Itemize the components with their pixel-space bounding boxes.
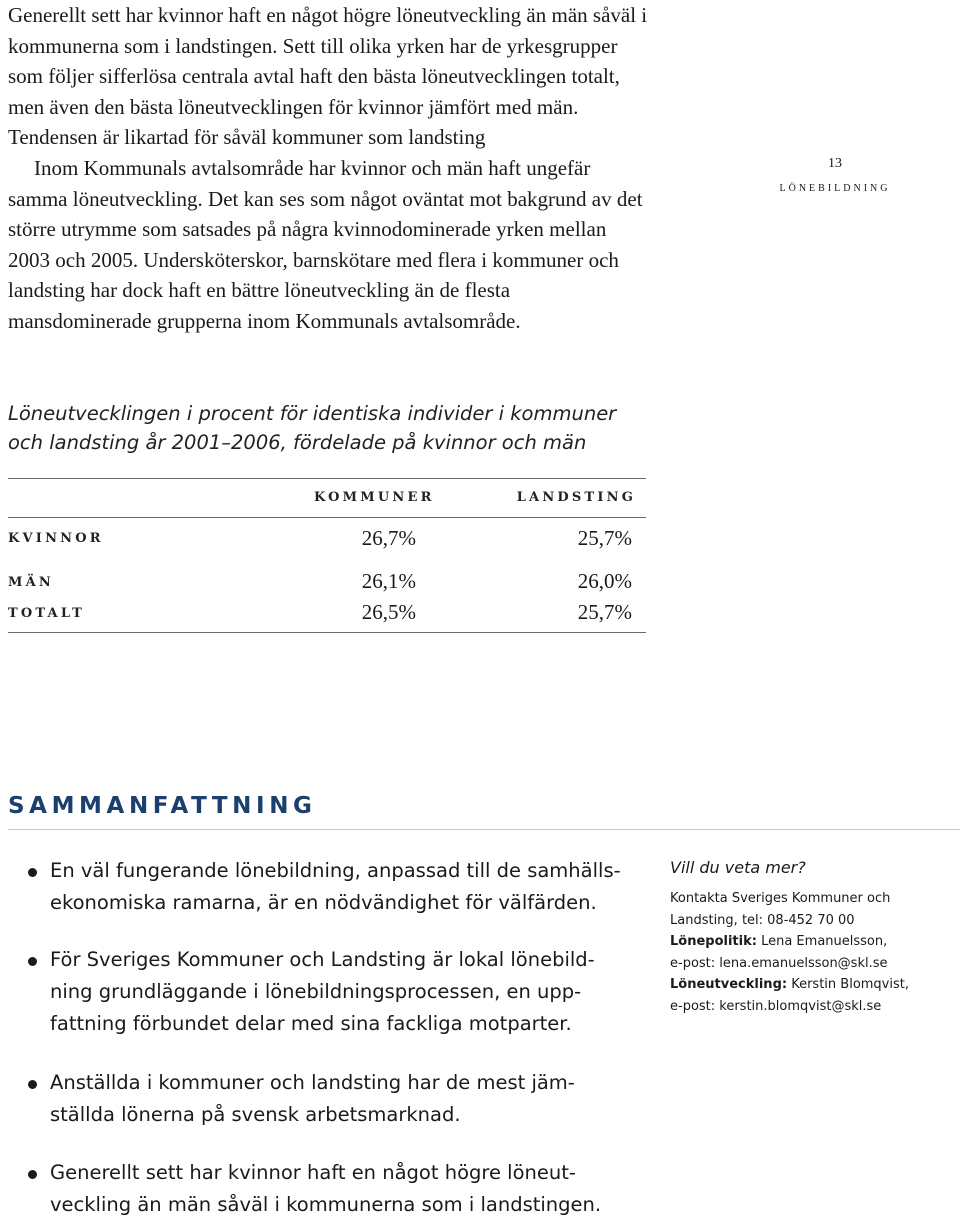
paragraph: Inom Kommunals avtalsområde har kvinnor och män haft ungefär samma löneutveckling. Det kan ses som något oväntat mot bakgrund av det större utrymme som satsades på några kvinnodominerade yrken mellan 2003 och 2005. Undersköterskor, barnskötare med flera i kommuner och landsting har dock haft en bättre löneutveckling än de flesta mansdominerade grupperna inom Kommunals avtalsområde. [8, 155, 643, 333]
table-header-row [8, 479, 646, 517]
contact-name: Lena Emanuelsson, [756, 934, 888, 949]
bullet-icon [28, 1170, 37, 1179]
list-item [28, 1067, 628, 1131]
column-header: LANDSTING [516, 490, 636, 505]
table-cell: 26,0% [577, 569, 632, 593]
contact-info-box [670, 857, 955, 1017]
info-contact-policy [670, 931, 955, 953]
list-item [28, 944, 628, 1040]
column-header: KOMMUNER [314, 490, 435, 505]
row-label: TOTALT [8, 606, 86, 621]
table-cell: 25,7% [577, 600, 632, 624]
list-item [28, 855, 628, 919]
table-row [8, 596, 646, 632]
table-row [8, 518, 646, 560]
email-link[interactable]: e-post: lena.emanuelsson@skl.se [670, 955, 888, 971]
table-cell: 25,7% [577, 526, 632, 550]
info-line: Landsting, tel: 08-452 70 00 [670, 912, 855, 928]
table-title: Löneutvecklingen i procent för identiska individer i kommuner och landsting år 2001–2006, fördelade på kvinnor och män [8, 402, 617, 454]
list-item-text: För Sveriges Kommuner och Landsting är lokal lönebild-ning grundläggande i lönebildningsprocessen, en upp-fattning förbundet delar med sina fackliga motparter. [50, 948, 595, 1035]
bullet-icon [28, 868, 37, 877]
info-title: Vill du veta mer? [670, 858, 806, 877]
data-table [8, 478, 646, 633]
list-item-text: Generellt sett har kvinnor haft en något högre löneut-veckling än män såväl i kommunerna som i landstingen. [50, 1161, 602, 1216]
row-label: KVINNOR [8, 531, 104, 546]
table-cell: 26,7% [361, 526, 416, 550]
summary-divider [8, 829, 960, 830]
paragraph: Generellt sett har kvinnor haft en något högre löneutveckling än män såväl i kommunerna som i landstingen. Sett till olika yrken har de yrkesgrupper som följer sifferlösa centrala avtal haft den bästa löneutvecklingen totalt, men även den bästa löneutvecklingen för kvinnor jämfört med män. Tendensen är likartad för såväl kommuner som landsting [8, 3, 648, 150]
contact-name: Kerstin Blomqvist, [787, 977, 909, 992]
body-text [8, 0, 648, 337]
info-contact-development [670, 974, 955, 996]
list-item [28, 1157, 628, 1221]
info-line: Kontakta Sveriges Kommuner och [670, 891, 891, 906]
page-number: 13 [828, 156, 842, 171]
table-bottom-rule [8, 632, 646, 633]
email-link[interactable]: e-post: kerstin.blomqvist@skl.se [670, 998, 882, 1014]
info-label: Lönepolitik: [670, 934, 757, 949]
summary-heading: SAMMANFATTNING [8, 793, 317, 819]
table-row [8, 560, 646, 596]
bullet-icon [28, 1080, 37, 1089]
list-item-text: Anställda i kommuner och landsting har de mest jäm-ställda lönerna på svensk arbetsmarknad. [50, 1071, 575, 1126]
info-label: Löneutveckling: [670, 977, 788, 992]
section-label: lönebildning [779, 180, 891, 195]
table-cell: 26,1% [361, 569, 416, 593]
row-label: MÄN [8, 575, 54, 590]
table-cell: 26,5% [361, 600, 416, 624]
bullet-icon [28, 957, 37, 966]
page-sidebar [770, 152, 900, 200]
list-item-text: En väl fungerande lönebildning, anpassad till de samhälls-ekonomiska ramarna, är en nödvändighet för välfärden. [50, 859, 621, 914]
